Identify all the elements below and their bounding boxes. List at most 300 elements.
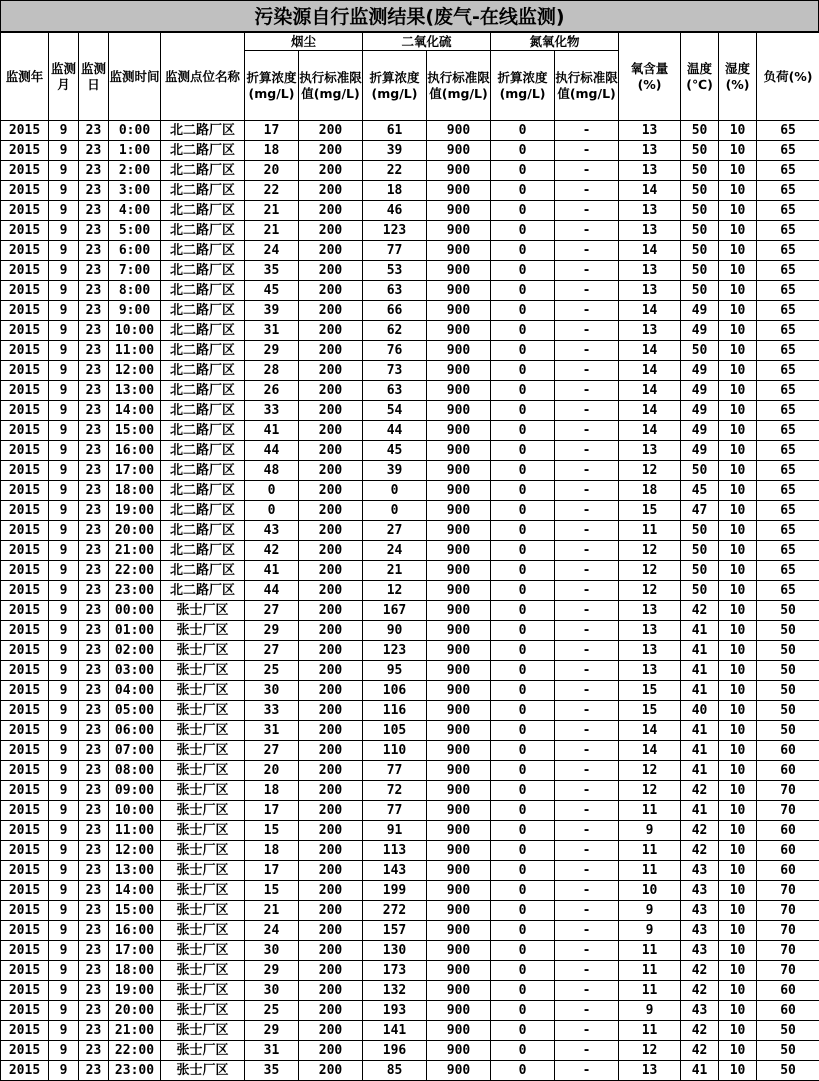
- cell-temp: 42: [681, 601, 719, 621]
- table-row: [1, 561, 819, 581]
- cell-nox-limit: -: [555, 261, 619, 281]
- cell-dust-limit: 200: [299, 201, 363, 221]
- cell-so2-limit: 900: [427, 361, 491, 381]
- cell-so2-conc: 77: [363, 761, 427, 781]
- cell-nox-conc: 0: [491, 1001, 555, 1021]
- cell-day: 23: [79, 1061, 109, 1081]
- cell-time: 05:00: [109, 701, 161, 721]
- cell-year: 2015: [1, 481, 49, 501]
- cell-nox-limit: -: [555, 561, 619, 581]
- cell-so2-conc: 72: [363, 781, 427, 801]
- cell-humidity: 10: [719, 481, 757, 501]
- cell-dust-limit: 200: [299, 541, 363, 561]
- cell-oxygen: 13: [619, 201, 681, 221]
- cell-nox-limit: -: [555, 301, 619, 321]
- cell-so2-conc: 21: [363, 561, 427, 581]
- cell-dust-conc: 31: [245, 1041, 299, 1061]
- cell-so2-limit: 900: [427, 581, 491, 601]
- header-dust-limit: 执行标准限值(mg/L): [299, 51, 363, 121]
- cell-so2-limit: 900: [427, 201, 491, 221]
- cell-year: 2015: [1, 341, 49, 361]
- cell-load: 65: [757, 281, 819, 301]
- cell-time: 03:00: [109, 661, 161, 681]
- cell-day: 23: [79, 661, 109, 681]
- cell-oxygen: 9: [619, 901, 681, 921]
- table-row: [1, 461, 819, 481]
- cell-humidity: 10: [719, 281, 757, 301]
- cell-month: 9: [49, 561, 79, 581]
- cell-day: 23: [79, 201, 109, 221]
- cell-dust-limit: 200: [299, 581, 363, 601]
- cell-temp: 43: [681, 941, 719, 961]
- cell-nox-conc: 0: [491, 1021, 555, 1041]
- cell-load: 70: [757, 901, 819, 921]
- cell-day: 23: [79, 181, 109, 201]
- cell-time: 14:00: [109, 401, 161, 421]
- cell-nox-conc: 0: [491, 1041, 555, 1061]
- cell-nox-limit: -: [555, 201, 619, 221]
- cell-nox-limit: -: [555, 321, 619, 341]
- cell-nox-limit: -: [555, 601, 619, 621]
- cell-year: 2015: [1, 641, 49, 661]
- cell-so2-conc: 132: [363, 981, 427, 1001]
- cell-oxygen: 14: [619, 301, 681, 321]
- cell-dust-limit: 200: [299, 561, 363, 581]
- cell-year: 2015: [1, 621, 49, 641]
- cell-dust-limit: 200: [299, 421, 363, 441]
- cell-site: 张士厂区: [161, 701, 245, 721]
- cell-year: 2015: [1, 841, 49, 861]
- cell-nox-limit: -: [555, 621, 619, 641]
- cell-site: 北二路厂区: [161, 161, 245, 181]
- cell-month: 9: [49, 501, 79, 521]
- cell-temp: 49: [681, 361, 719, 381]
- cell-humidity: 10: [719, 161, 757, 181]
- cell-time: 18:00: [109, 481, 161, 501]
- cell-temp: 50: [681, 161, 719, 181]
- cell-dust-conc: 27: [245, 641, 299, 661]
- cell-site: 张士厂区: [161, 761, 245, 781]
- cell-so2-limit: 900: [427, 741, 491, 761]
- cell-so2-conc: 77: [363, 241, 427, 261]
- cell-so2-limit: 900: [427, 761, 491, 781]
- cell-temp: 42: [681, 781, 719, 801]
- cell-load: 50: [757, 1021, 819, 1041]
- cell-nox-limit: -: [555, 461, 619, 481]
- cell-site: 张士厂区: [161, 801, 245, 821]
- cell-humidity: 10: [719, 501, 757, 521]
- cell-dust-limit: 200: [299, 1001, 363, 1021]
- header-oxygen: 氧含量(%): [619, 33, 681, 121]
- cell-year: 2015: [1, 121, 49, 141]
- table-row: [1, 981, 819, 1001]
- cell-so2-limit: 900: [427, 181, 491, 201]
- cell-dust-limit: 200: [299, 921, 363, 941]
- cell-time: 12:00: [109, 361, 161, 381]
- cell-dust-limit: 200: [299, 941, 363, 961]
- cell-so2-limit: 900: [427, 341, 491, 361]
- cell-month: 9: [49, 381, 79, 401]
- cell-month: 9: [49, 981, 79, 1001]
- cell-humidity: 10: [719, 181, 757, 201]
- cell-month: 9: [49, 601, 79, 621]
- cell-temp: 50: [681, 121, 719, 141]
- cell-year: 2015: [1, 361, 49, 381]
- cell-nox-conc: 0: [491, 441, 555, 461]
- cell-site: 张士厂区: [161, 901, 245, 921]
- cell-time: 7:00: [109, 261, 161, 281]
- cell-nox-limit: -: [555, 181, 619, 201]
- cell-time: 5:00: [109, 221, 161, 241]
- cell-humidity: 10: [719, 421, 757, 441]
- cell-month: 9: [49, 1021, 79, 1041]
- cell-humidity: 10: [719, 781, 757, 801]
- cell-temp: 42: [681, 821, 719, 841]
- table-row: [1, 941, 819, 961]
- cell-day: 23: [79, 281, 109, 301]
- header-month: 监测月: [49, 33, 79, 121]
- cell-day: 23: [79, 881, 109, 901]
- cell-nox-limit: -: [555, 841, 619, 861]
- cell-dust-conc: 39: [245, 301, 299, 321]
- cell-temp: 40: [681, 701, 719, 721]
- cell-load: 65: [757, 581, 819, 601]
- report-title: 污染源自行监测结果(废气-在线监测): [0, 0, 819, 32]
- cell-dust-conc: 17: [245, 861, 299, 881]
- cell-month: 9: [49, 181, 79, 201]
- cell-nox-limit: -: [555, 141, 619, 161]
- cell-dust-conc: 25: [245, 661, 299, 681]
- cell-year: 2015: [1, 661, 49, 681]
- cell-time: 01:00: [109, 621, 161, 641]
- cell-so2-limit: 900: [427, 901, 491, 921]
- cell-month: 9: [49, 841, 79, 861]
- cell-site: 北二路厂区: [161, 361, 245, 381]
- cell-so2-conc: 106: [363, 681, 427, 701]
- cell-year: 2015: [1, 781, 49, 801]
- table-row: [1, 681, 819, 701]
- cell-time: 9:00: [109, 301, 161, 321]
- cell-load: 65: [757, 241, 819, 261]
- cell-day: 23: [79, 741, 109, 761]
- cell-dust-conc: 25: [245, 1001, 299, 1021]
- cell-so2-limit: 900: [427, 461, 491, 481]
- cell-dust-conc: 21: [245, 221, 299, 241]
- header-humidity: 湿度(%): [719, 33, 757, 121]
- cell-nox-conc: 0: [491, 241, 555, 261]
- cell-nox-limit: -: [555, 1041, 619, 1061]
- cell-nox-conc: 0: [491, 161, 555, 181]
- cell-humidity: 10: [719, 381, 757, 401]
- cell-time: 19:00: [109, 501, 161, 521]
- cell-so2-conc: 193: [363, 1001, 427, 1021]
- cell-oxygen: 13: [619, 261, 681, 281]
- cell-temp: 43: [681, 901, 719, 921]
- table-row: [1, 281, 819, 301]
- cell-day: 23: [79, 801, 109, 821]
- cell-year: 2015: [1, 821, 49, 841]
- cell-dust-limit: 200: [299, 1041, 363, 1061]
- cell-year: 2015: [1, 601, 49, 621]
- cell-time: 6:00: [109, 241, 161, 261]
- cell-site: 张士厂区: [161, 621, 245, 641]
- cell-so2-limit: 900: [427, 441, 491, 461]
- cell-dust-conc: 15: [245, 821, 299, 841]
- cell-so2-limit: 900: [427, 1001, 491, 1021]
- cell-year: 2015: [1, 421, 49, 441]
- cell-day: 23: [79, 441, 109, 461]
- cell-humidity: 10: [719, 461, 757, 481]
- cell-day: 23: [79, 221, 109, 241]
- cell-oxygen: 15: [619, 501, 681, 521]
- cell-nox-limit: -: [555, 421, 619, 441]
- cell-dust-conc: 27: [245, 601, 299, 621]
- cell-nox-limit: -: [555, 121, 619, 141]
- cell-dust-limit: 200: [299, 301, 363, 321]
- cell-dust-conc: 33: [245, 701, 299, 721]
- cell-nox-conc: 0: [491, 601, 555, 621]
- cell-dust-limit: 200: [299, 1061, 363, 1081]
- cell-temp: 50: [681, 541, 719, 561]
- cell-nox-limit: -: [555, 241, 619, 261]
- cell-year: 2015: [1, 921, 49, 941]
- cell-time: 13:00: [109, 381, 161, 401]
- cell-load: 65: [757, 121, 819, 141]
- cell-day: 23: [79, 1041, 109, 1061]
- cell-so2-conc: 173: [363, 961, 427, 981]
- cell-temp: 42: [681, 981, 719, 1001]
- cell-dust-limit: 200: [299, 701, 363, 721]
- cell-site: 张士厂区: [161, 941, 245, 961]
- cell-temp: 42: [681, 841, 719, 861]
- cell-time: 12:00: [109, 841, 161, 861]
- cell-month: 9: [49, 141, 79, 161]
- cell-so2-conc: 39: [363, 141, 427, 161]
- cell-oxygen: 18: [619, 481, 681, 501]
- cell-dust-limit: 200: [299, 621, 363, 641]
- cell-oxygen: 13: [619, 661, 681, 681]
- cell-temp: 41: [681, 681, 719, 701]
- cell-month: 9: [49, 541, 79, 561]
- cell-load: 60: [757, 861, 819, 881]
- cell-so2-limit: 900: [427, 921, 491, 941]
- cell-month: 9: [49, 221, 79, 241]
- cell-day: 23: [79, 681, 109, 701]
- cell-site: 北二路厂区: [161, 341, 245, 361]
- cell-dust-conc: 20: [245, 161, 299, 181]
- cell-month: 9: [49, 201, 79, 221]
- cell-nox-conc: 0: [491, 721, 555, 741]
- cell-year: 2015: [1, 561, 49, 581]
- cell-oxygen: 13: [619, 1061, 681, 1081]
- cell-day: 23: [79, 1021, 109, 1041]
- cell-site: 张士厂区: [161, 921, 245, 941]
- cell-month: 9: [49, 581, 79, 601]
- cell-day: 23: [79, 561, 109, 581]
- cell-oxygen: 12: [619, 1041, 681, 1061]
- cell-site: 张士厂区: [161, 681, 245, 701]
- cell-so2-conc: 157: [363, 921, 427, 941]
- table-row: [1, 621, 819, 641]
- cell-year: 2015: [1, 981, 49, 1001]
- cell-dust-limit: 200: [299, 181, 363, 201]
- monitoring-table: [0, 32, 819, 1081]
- cell-load: 70: [757, 961, 819, 981]
- cell-nox-limit: -: [555, 821, 619, 841]
- cell-time: 17:00: [109, 941, 161, 961]
- cell-year: 2015: [1, 161, 49, 181]
- cell-time: 13:00: [109, 861, 161, 881]
- cell-temp: 41: [681, 1061, 719, 1081]
- cell-month: 9: [49, 821, 79, 841]
- cell-oxygen: 13: [619, 441, 681, 461]
- table-row: [1, 1061, 819, 1081]
- cell-nox-limit: -: [555, 481, 619, 501]
- cell-load: 50: [757, 641, 819, 661]
- cell-so2-conc: 130: [363, 941, 427, 961]
- cell-load: 50: [757, 701, 819, 721]
- cell-dust-limit: 200: [299, 501, 363, 521]
- cell-day: 23: [79, 841, 109, 861]
- cell-load: 65: [757, 461, 819, 481]
- cell-temp: 49: [681, 441, 719, 461]
- cell-temp: 50: [681, 341, 719, 361]
- cell-day: 23: [79, 601, 109, 621]
- cell-time: 04:00: [109, 681, 161, 701]
- cell-year: 2015: [1, 201, 49, 221]
- header-nox: 氮氧化物: [491, 33, 619, 51]
- cell-so2-limit: 900: [427, 281, 491, 301]
- table-header: [1, 33, 819, 121]
- cell-load: 50: [757, 1061, 819, 1081]
- cell-year: 2015: [1, 541, 49, 561]
- cell-so2-conc: 24: [363, 541, 427, 561]
- table-row: [1, 781, 819, 801]
- table-row: [1, 1001, 819, 1021]
- cell-humidity: 10: [719, 981, 757, 1001]
- cell-month: 9: [49, 261, 79, 281]
- cell-so2-conc: 116: [363, 701, 427, 721]
- cell-dust-conc: 18: [245, 141, 299, 161]
- cell-year: 2015: [1, 1001, 49, 1021]
- cell-year: 2015: [1, 261, 49, 281]
- cell-dust-limit: 200: [299, 761, 363, 781]
- cell-nox-limit: -: [555, 961, 619, 981]
- cell-temp: 50: [681, 141, 719, 161]
- cell-so2-conc: 91: [363, 821, 427, 841]
- cell-so2-conc: 44: [363, 421, 427, 441]
- cell-humidity: 10: [719, 521, 757, 541]
- cell-so2-limit: 900: [427, 981, 491, 1001]
- cell-so2-conc: 63: [363, 381, 427, 401]
- cell-oxygen: 13: [619, 161, 681, 181]
- cell-so2-limit: 900: [427, 321, 491, 341]
- cell-nox-conc: 0: [491, 321, 555, 341]
- cell-dust-limit: 200: [299, 281, 363, 301]
- cell-site: 北二路厂区: [161, 241, 245, 261]
- cell-nox-conc: 0: [491, 861, 555, 881]
- cell-load: 60: [757, 821, 819, 841]
- cell-nox-conc: 0: [491, 941, 555, 961]
- cell-dust-limit: 200: [299, 1021, 363, 1041]
- cell-dust-conc: 41: [245, 421, 299, 441]
- table-row: [1, 881, 819, 901]
- table-row: [1, 801, 819, 821]
- cell-nox-conc: 0: [491, 641, 555, 661]
- cell-time: 08:00: [109, 761, 161, 781]
- cell-nox-conc: 0: [491, 761, 555, 781]
- cell-load: 50: [757, 681, 819, 701]
- cell-dust-conc: 26: [245, 381, 299, 401]
- header-dust-conc: 折算浓度(mg/L): [245, 51, 299, 121]
- cell-humidity: 10: [719, 701, 757, 721]
- cell-day: 23: [79, 161, 109, 181]
- cell-humidity: 10: [719, 621, 757, 641]
- cell-year: 2015: [1, 1061, 49, 1081]
- cell-load: 65: [757, 441, 819, 461]
- cell-humidity: 10: [719, 301, 757, 321]
- cell-so2-conc: 0: [363, 501, 427, 521]
- cell-dust-limit: 200: [299, 721, 363, 741]
- cell-oxygen: 14: [619, 721, 681, 741]
- cell-dust-limit: 200: [299, 361, 363, 381]
- cell-site: 北二路厂区: [161, 321, 245, 341]
- cell-oxygen: 12: [619, 581, 681, 601]
- cell-time: 14:00: [109, 881, 161, 901]
- cell-oxygen: 9: [619, 821, 681, 841]
- cell-nox-conc: 0: [491, 901, 555, 921]
- cell-temp: 49: [681, 381, 719, 401]
- cell-nox-limit: -: [555, 641, 619, 661]
- cell-time: 21:00: [109, 1021, 161, 1041]
- cell-year: 2015: [1, 681, 49, 701]
- cell-load: 70: [757, 941, 819, 961]
- cell-load: 65: [757, 221, 819, 241]
- cell-nox-conc: 0: [491, 961, 555, 981]
- cell-day: 23: [79, 921, 109, 941]
- cell-nox-conc: 0: [491, 421, 555, 441]
- cell-load: 65: [757, 201, 819, 221]
- cell-month: 9: [49, 961, 79, 981]
- cell-temp: 41: [681, 741, 719, 761]
- cell-dust-conc: 31: [245, 721, 299, 741]
- cell-site: 北二路厂区: [161, 141, 245, 161]
- cell-nox-conc: 0: [491, 141, 555, 161]
- cell-nox-limit: -: [555, 521, 619, 541]
- cell-so2-limit: 900: [427, 721, 491, 741]
- cell-month: 9: [49, 921, 79, 941]
- table-body: [1, 121, 819, 1081]
- cell-oxygen: 13: [619, 121, 681, 141]
- cell-nox-limit: -: [555, 921, 619, 941]
- cell-dust-conc: 20: [245, 761, 299, 781]
- cell-month: 9: [49, 421, 79, 441]
- cell-nox-limit: -: [555, 1061, 619, 1081]
- cell-dust-conc: 21: [245, 201, 299, 221]
- cell-time: 19:00: [109, 981, 161, 1001]
- cell-temp: 50: [681, 241, 719, 261]
- cell-day: 23: [79, 141, 109, 161]
- cell-nox-conc: 0: [491, 841, 555, 861]
- cell-day: 23: [79, 941, 109, 961]
- cell-nox-conc: 0: [491, 201, 555, 221]
- cell-load: 70: [757, 801, 819, 821]
- cell-day: 23: [79, 521, 109, 541]
- cell-load: 70: [757, 881, 819, 901]
- cell-month: 9: [49, 761, 79, 781]
- cell-site: 北二路厂区: [161, 581, 245, 601]
- cell-load: 50: [757, 661, 819, 681]
